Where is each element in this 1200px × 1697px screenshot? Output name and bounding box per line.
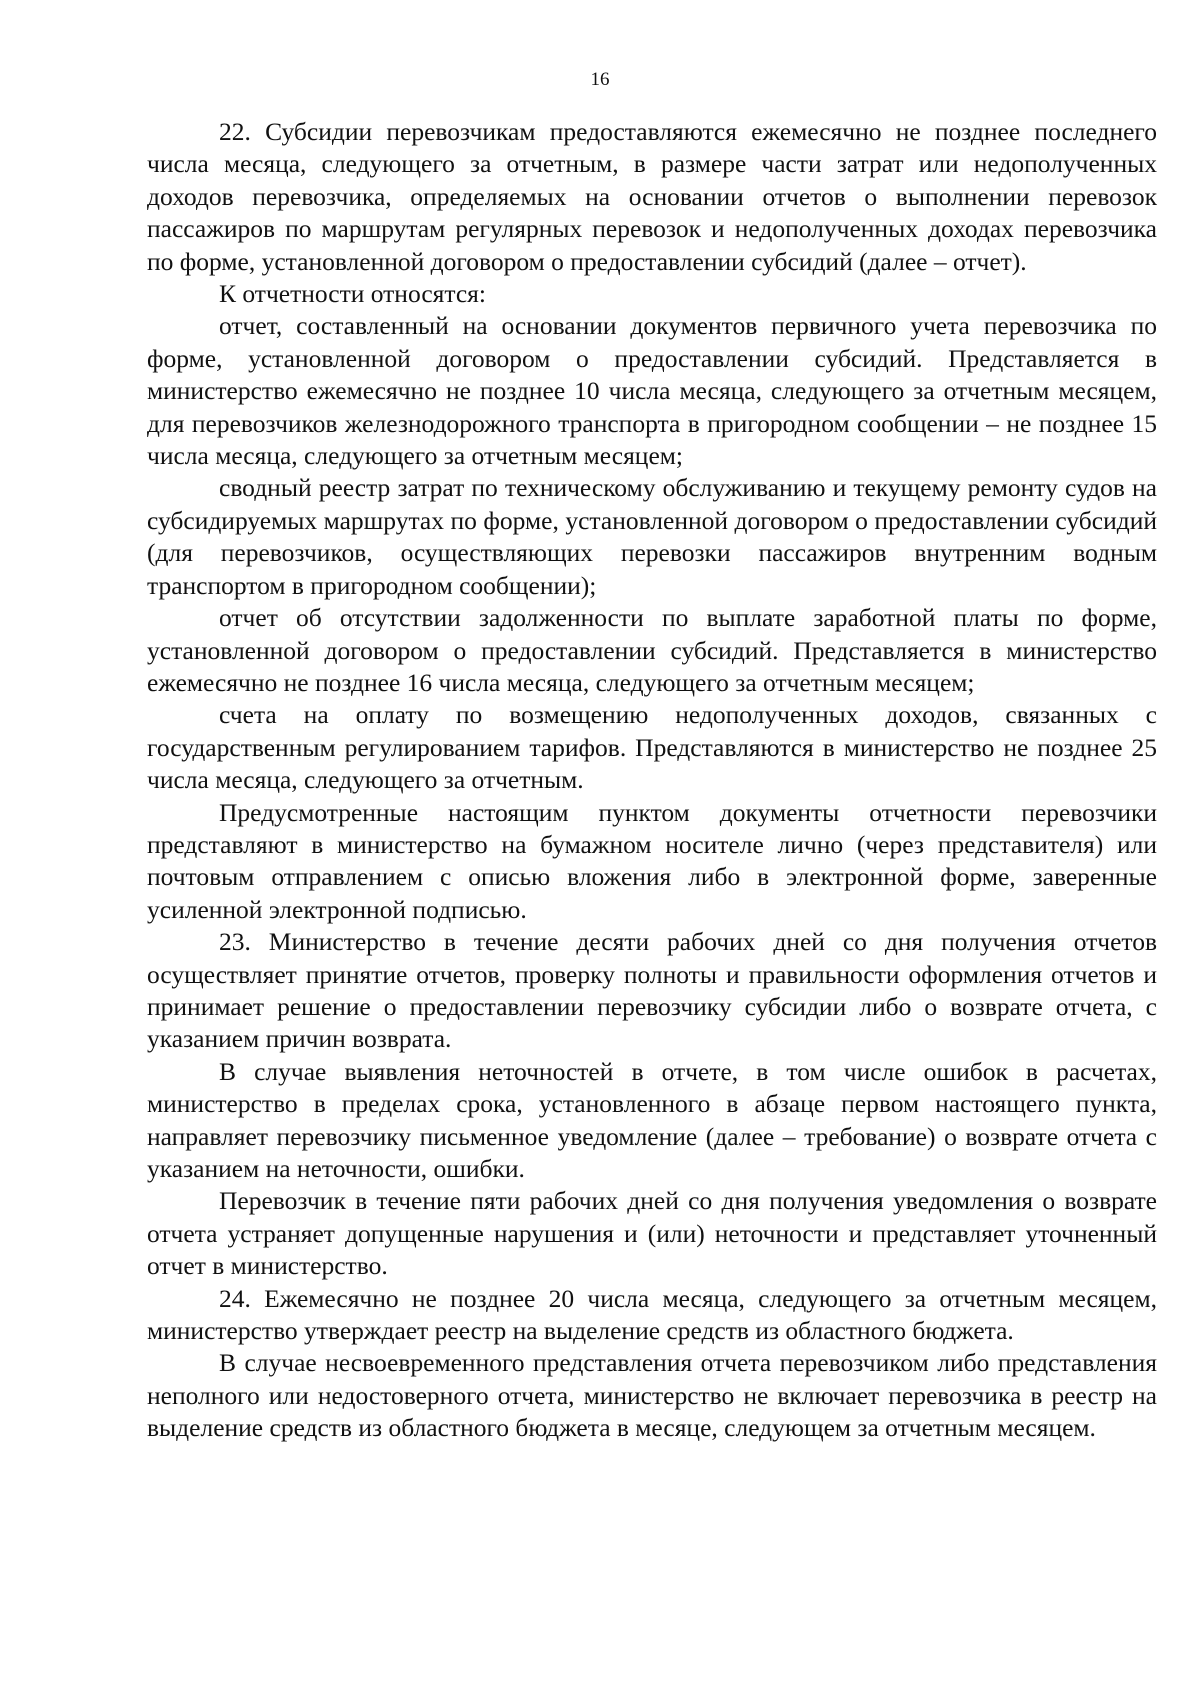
paragraph-late-report-exclusion: В случае несвоевременного представления отчета перевозчиком либо представления неполного или недостоверного отчета, министерство не включает перевозчика в реестр на выделение средств из областного бюджета в месяце, следующем за отчетным месяцем. (147, 1348, 1157, 1443)
paragraph-vessel-repair-registry: сводный реестр затрат по техническому обслуживанию и текущему ремонту судов на субсидируемых маршрутах по форме, установленной договором о предоставлении субсидий (для перевозчиков, осуществляющих перевозки пассажиров внутренним водным транспортом в пригородном сообщении); (147, 473, 1157, 600)
page-number: 16 (590, 69, 610, 90)
paragraph-reporting-intro: К отчетности относятся: (219, 279, 486, 309)
paragraph-primary-report: отчет, составленный на основании документов первичного учета перевозчика по форме, установленной договором о предоставлении субсидий. Представляется в министерство ежемесячно не позднее 10 числа месяца, следующего за отчетным месяцем, для перевозчиков железнодорожного транспорта в пригородном сообщении – не позднее 15 числа месяца, следующего за отчетным месяцем; (147, 311, 1157, 471)
paragraph-24-registry-approval: 24. Ежемесячно не позднее 20 числа месяца, следующего за отчетным месяцем, министерство утверждает реестр на выделение средств из областного бюджета. (147, 1283, 1157, 1346)
paragraph-carrier-correction: Перевозчик в течение пяти рабочих дней со дня получения уведомления о возврате отчета устраняет допущенные нарушения и (или) неточности и представляет уточненный отчет в министерство. (147, 1186, 1157, 1281)
paragraph-22-subsidy-terms: 22. Субсидии перевозчикам предоставляются ежемесячно не позднее последнего числа месяца, следующего за отчетным, в размере части затрат или недополученных доходов перевозчика, определяемых на основании отчетов о выполнении перевозок пассажиров по маршрутам регулярных перевозок и недополученных доходах перевозчика по форме, установленной договором о предоставлении субсидий (далее – отчет). (147, 117, 1157, 276)
paragraph-inaccuracies-notice: В случае выявления неточностей в отчете, в том числе ошибок в расчетах, министерство в пределах срока, установленного в абзаце первом настоящего пункта, направляет перевозчику письменное уведомление (далее – требование) о возврате отчета с указанием на неточности, ошибки. (147, 1056, 1157, 1183)
paragraph-wage-arrears-report: отчет об отсутствии задолженности по выплате заработной платы по форме, установленной договором о предоставлении субсидий. Представляется в министерство ежемесячно не позднее 16 числа месяца, следующего за отчетным месяцем; (147, 603, 1157, 697)
paragraph-submission-methods: Предусмотренные настоящим пунктом документы отчетности перевозчики представляют в министерство на бумажном носителе лично (через представителя) или почтовым отправлением с описью вложения либо в электронной форме, заверенные усиленной электронной подписью. (147, 797, 1157, 924)
paragraph-23-ministry-review: 23. Министерство в течение десяти рабочих дней со дня получения отчетов осуществляет принятие отчетов, проверку полноты и правильности оформления отчетов и принимает решение о предоставлении перевозчику субсидии либо о возврате отчета, с указанием причин возврата. (147, 927, 1157, 1054)
paragraph-invoices: счета на оплату по возмещению недополученных доходов, связанных с государственным регулированием тарифов. Представляются в министерство не позднее 25 числа месяца, следующего за отчетным. (147, 700, 1157, 795)
document-body (147, 116, 1157, 1445)
